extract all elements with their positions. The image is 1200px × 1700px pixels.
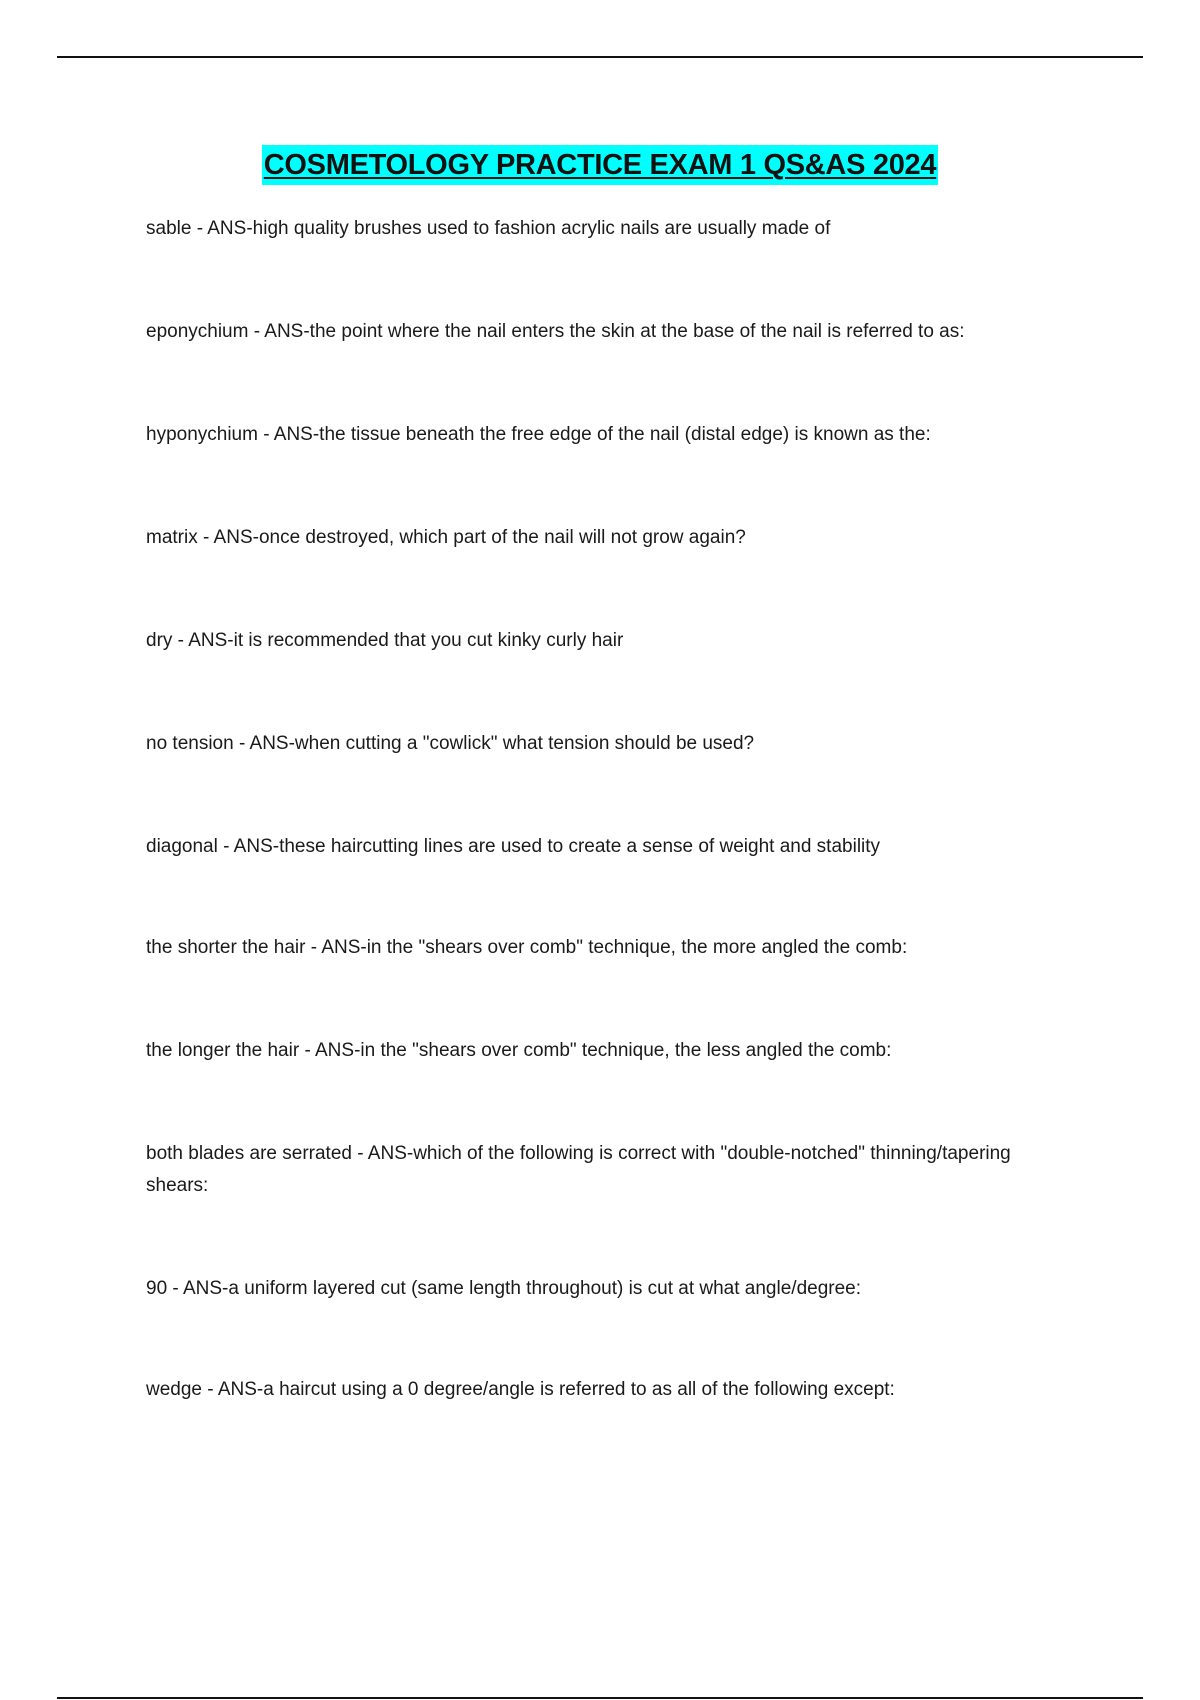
title-container (0, 145, 1200, 185)
qa-item: diagonal - ANS-these haircutting lines are used to create a sense of weight and stability (146, 836, 881, 857)
header-rule (57, 56, 1143, 58)
qa-item: 90 - ANS-a uniform layered cut (same length throughout) is cut at what angle/degree: (146, 1278, 862, 1299)
qa-item: matrix - ANS-once destroyed, which part of the nail will not grow again? (146, 527, 746, 548)
qa-item: no tension - ANS-when cutting a "cowlick" what tension should be used? (146, 733, 755, 754)
qa-item: the longer the hair - ANS-in the "shears over comb" technique, the less angled the comb: (146, 1040, 892, 1061)
qa-item: dry - ANS-it is recommended that you cut kinky curly hair (146, 630, 624, 651)
document-title: COSMETOLOGY PRACTICE EXAM 1 QS&AS 2024 (262, 145, 938, 185)
qa-item: both blades are serrated - ANS-which of the following is correct with "double-notched" thinning/tapering shears: (146, 1143, 1011, 1196)
qa-item: hyponychium - ANS-the tissue beneath the free edge of the nail (distal edge) is known as the: (146, 424, 931, 445)
qa-item: wedge - ANS-a haircut using a 0 degree/angle is referred to as all of the following except: (146, 1379, 895, 1400)
qa-item: eponychium - ANS-the point where the nail enters the skin at the base of the nail is referred to as: (146, 321, 965, 342)
qa-item: the shorter the hair - ANS-in the "shears over comb" technique, the more angled the comb: (146, 937, 908, 958)
footer-rule (57, 1697, 1143, 1699)
qa-item: sable - ANS-high quality brushes used to fashion acrylic nails are usually made of (146, 218, 831, 239)
